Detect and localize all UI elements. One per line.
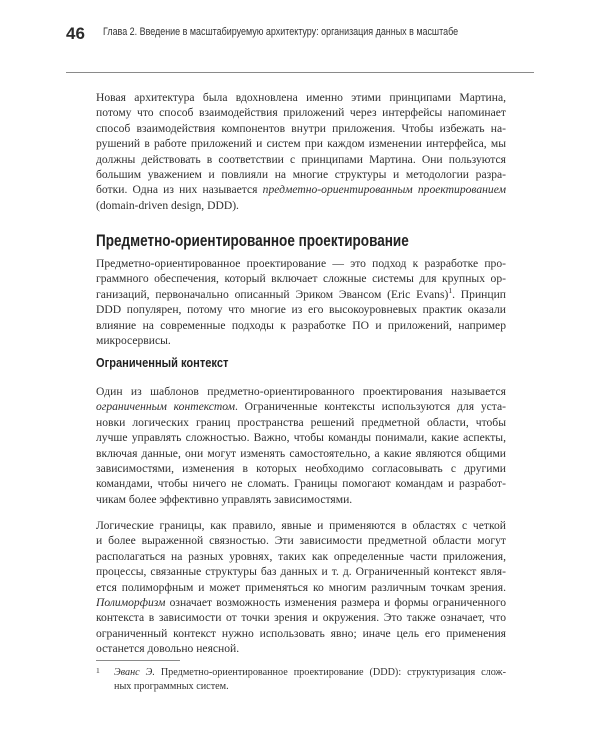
text-line: микросервисы. [96, 334, 171, 348]
footnote [96, 666, 506, 694]
text-line: граммного обеспечения, который включает сложные системы для крупных ор- [96, 272, 506, 286]
paragraph-intro [96, 90, 506, 213]
text-line: располагаться на разных уровнях, таких как определенные части приложения, [96, 549, 506, 563]
text-line: потому что способ взаимодействия приложений через интерфейсы напоминает [96, 106, 506, 120]
text-line: Предметно-ориентированное проектирование — это подход к разработке про- [96, 257, 506, 270]
text-fragment: означает возможность изменения размера и формы ограниченного [165, 596, 506, 610]
text-line: командами, чтобы ничего не сломать. Границы помогают командам и разработ- [96, 477, 506, 491]
page-number: 46 [66, 24, 85, 43]
text-fragment: Предметно-ориентированное проектирование (DDD): структуризация слож- [154, 667, 506, 678]
text-line: DDD популярен, потому что многие из его высокоуровневых практик оказали [96, 303, 506, 317]
text-fragment: ганизаций, первоначально описанный Эриком Эвансом (Eric Evans) [96, 287, 449, 301]
footnote-number: 1 [96, 666, 100, 675]
text-line [96, 595, 506, 610]
text-line: рушений в работе приложений и систем при каждом изменении интерфейса, мы [96, 137, 506, 151]
text-line: зависимостями, изменения в которых необходимо согласовывать с другими [96, 462, 506, 476]
text-line: ных программных систем. [114, 681, 229, 692]
emphasis-term: предметно-ориентированным проектированием [262, 183, 506, 197]
text-fragment: ботки. Одна из них называется [96, 183, 263, 197]
text-line [96, 666, 506, 680]
text-line: новки логических границ пространства решений предметной области, чтобы [96, 415, 506, 429]
text-line [96, 182, 506, 197]
text-line: (domain-driven design, DDD). [96, 198, 239, 212]
text-fragment: . Принцип [452, 287, 506, 301]
emphasis-term: ограниченным контекстом [96, 400, 235, 414]
text-line: влияние на современные подходы к разработке ПО и приложений, например [96, 318, 506, 332]
chapter-title: Глава 2. Введение в масштабируемую архитектуру: организация данных в масштабе [103, 26, 459, 38]
text-line: процессы, связанные структуры баз данных и т. д. Ограниченный контекст явля- [96, 565, 506, 579]
text-line: Новая архитектура была вдохновлена именно этими принципами Мартина, [96, 91, 506, 104]
text-line: ограниченный контекст нужно использовать явно; иначе цель его применения [96, 626, 506, 640]
text-line: чикам более эффективно управлять зависимостями. [96, 492, 353, 506]
text-line: контекста в зависимости от точки зрения и окружения. Это также означает, что [96, 611, 506, 625]
footnote-author: Эванс Э. [114, 667, 155, 678]
text-line: ется полиморфным и может применяться ко многим различным точкам зрения. [96, 580, 506, 594]
text-line: должны действовать в соответствии с принципами Мартина. Они пользуются [96, 152, 506, 166]
footnote-divider [96, 660, 180, 661]
text-line: большим уважением и повлияли на многие структуры и методологии разра- [96, 168, 506, 182]
text-line: и более выраженной связностью. Эти зависимости предметной области могут [96, 534, 506, 548]
text-line: лучше управлять сложностью. Важно, чтобы команды понимали, какие аспекты, [96, 431, 506, 445]
text-line [96, 287, 506, 302]
text-line [96, 399, 506, 414]
emphasis-term: Полиморфизм [96, 596, 166, 610]
text-fragment: . Ограниченные контексты используются для уста- [234, 400, 506, 414]
text-line: Логические границы, как правило, явные и применяются в областях с четкой [96, 519, 506, 532]
paragraph-bounded-context [96, 384, 506, 507]
footnote-reference[interactable]: 1 [448, 285, 453, 295]
section-heading: Предметно-ориентированное проектирование [96, 232, 409, 250]
text-line: включая данные, они могут изменять самостоятельно, а какие являются общими [96, 446, 506, 460]
text-line: останется довольно неясной. [96, 642, 240, 656]
text-line: Один из шаблонов предметно-ориентированного проектирования называется [96, 385, 506, 398]
paragraph-logical-boundaries [96, 518, 506, 657]
text-line: способ взаимодействия компонентов внутри приложения. Чтобы избежать на- [96, 121, 506, 135]
subsection-heading: Ограниченный контекст [96, 355, 229, 370]
running-header [66, 20, 534, 73]
paragraph-ddd [96, 256, 506, 348]
